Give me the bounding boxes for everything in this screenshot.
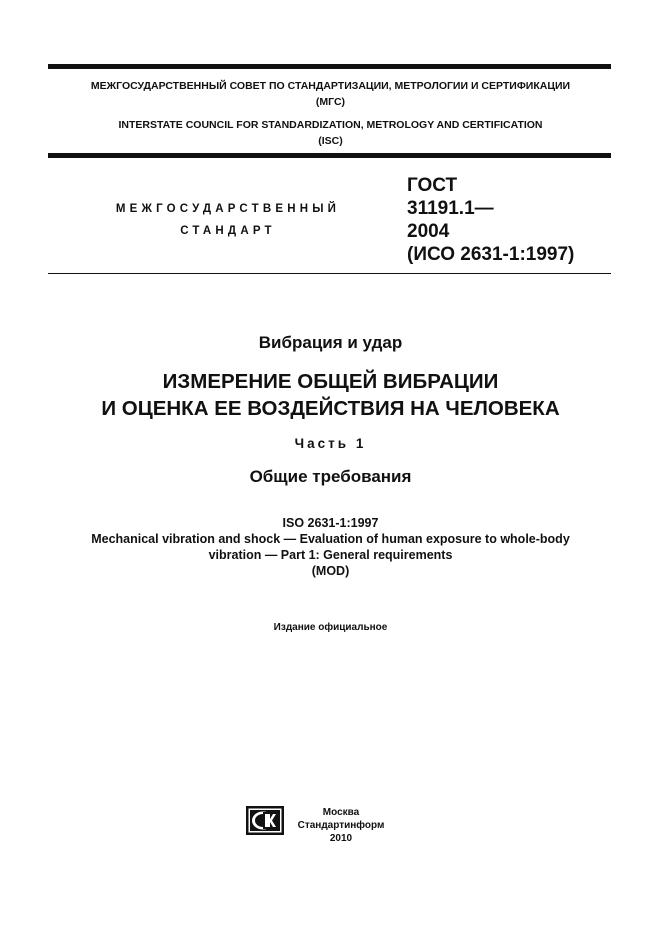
council-en-line2: (ISC) [318, 135, 343, 147]
publisher-name: Стандартинформ [297, 820, 385, 831]
designation-line4: (ИСО 2631-1:1997) [407, 244, 575, 265]
iso-code: ISO 2631-1:1997 [282, 516, 379, 530]
subject-heading: Вибрация и удар [258, 333, 403, 352]
standard-designation [407, 174, 607, 266]
title-line2: И ОЦЕНКА ЕЕ ВОЗДЕЙСТВИЯ НА ЧЕЛОВЕКА [101, 397, 560, 420]
part-title: Общие требования [249, 467, 412, 486]
designation-line2: 31191.1— [407, 198, 494, 219]
council-ru-line1: МЕЖГОСУДАРСТВЕННЫЙ СОВЕТ ПО СТАНДАРТИЗАЦИИ, МЕТРОЛОГИИ И СЕРТИФИКАЦИИ [90, 80, 571, 92]
edition-note: Издание официальное [273, 622, 388, 633]
council-en-line1: INTERSTATE COUNCIL FOR STANDARDIZATION, METROLOGY AND CERTIFICATION [118, 119, 543, 131]
iso-reference [0, 515, 661, 579]
designation-line1: ГОСТ [407, 175, 458, 196]
title-line1: ИЗМЕРЕНИЕ ОБЩЕЙ ВИБРАЦИИ [162, 370, 499, 393]
top-rule [48, 64, 611, 69]
designation-line3: 2004 [407, 221, 450, 242]
publisher-info [296, 806, 386, 845]
council-en [0, 117, 661, 149]
iso-modification: (MOD) [311, 564, 350, 578]
council-ru [0, 78, 661, 110]
iso-title-line2: vibration — Part 1: General requirements [208, 548, 453, 562]
part-label: Часть 1 [294, 436, 367, 451]
council-ru-line2: (МГС) [315, 96, 346, 108]
standard-type-line2: СТАНДАРТ [180, 225, 276, 237]
publisher-year: 2010 [329, 833, 353, 844]
iso-title-line1: Mechanical vibration and shock — Evaluation of human exposure to whole-body [91, 532, 570, 546]
standartinform-logo-icon [246, 806, 284, 835]
publisher-city: Москва [322, 807, 360, 818]
standard-type [98, 198, 358, 242]
standard-type-line1: МЕЖГОСУДАРСТВЕННЫЙ [115, 203, 341, 215]
document-title [0, 368, 661, 422]
header-rule [48, 153, 611, 158]
designation-rule [48, 273, 611, 274]
